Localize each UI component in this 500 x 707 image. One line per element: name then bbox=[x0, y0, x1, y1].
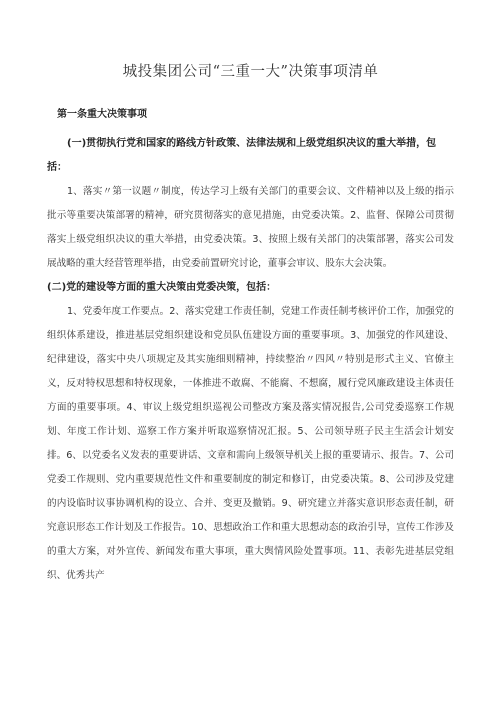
sub-heading-policy-implementation: (一)贯彻执行党和国家的路线方针政策、法律法规和上级党组织决议的重大举措，包括： bbox=[47, 138, 437, 173]
paragraph-policy-implementation: 1、落实〃第一议题〃制度，传达学习上级有关部门的重要会议、文件精神以及上级的指示批示等重要决策部署的精神，研究贯彻落实的意见措施，由党委决策。2、监督、保障公司贯彻落实上级党组织决议的重大举措，由党委决策。3、按照上级有关部门的决策部署，落实公司发展战略的重大经营管理举措，由党委前置研究讨论，董事会审议、股东大会决策。 bbox=[47, 186, 454, 269]
document-title: 城投集团公司“三重一大”决策事项清单 bbox=[122, 64, 379, 80]
paragraph-party-building: 1、党委年度工作要点。2、落实党建工作责任制，党建工作责任制考核评价工作，加强党的组织体系建设，推进基层党组织建设和党员队伍建设方面的重要事项。3、加强党的作风建设、纪律建设，落实中央八项规定及其实施细则精神，持续整治〃四风〃特别是形式主义、官僚主义，反对特权思想和特权现象，一体推进不敢腐、不能腐、不想腐，履行党风廉政建设主体责任方面的重要事项。4、审议上级党组织巡视公司整改方案及落实情况报告,公司党委巡察工作规划、年度工作计划、巡察工作方案并听取巡察情况汇报。5、公司领导班子民主生活会计划安排。6、以党委名义发表的重要讲话、文章和需向上级领导机关上报的重要请示、报告。7、公司党委工作规则、党内重要规范性文件和重要制度的制定和修订，由党委决策。8、公司涉及党建的内设临时议事协调机构的设立、合并、变更及撤销。9、研究建立并落实意识形态责任制，研究意识形态工作计划及工作报告。10、思想政治工作和重大思想动态的政治引导，宣传工作涉及的重大方案，对外宣传、新闻发布重大事项，重大舆情风险处置事项。11、表彰先进基层党组织、优秀共产 bbox=[47, 306, 454, 581]
sub-heading-party-building: (二)党的建设等方面的重大决策由党委决策，包括： bbox=[47, 282, 277, 293]
section-heading-major-decisions: 第一条重大决策事项 bbox=[57, 109, 147, 120]
